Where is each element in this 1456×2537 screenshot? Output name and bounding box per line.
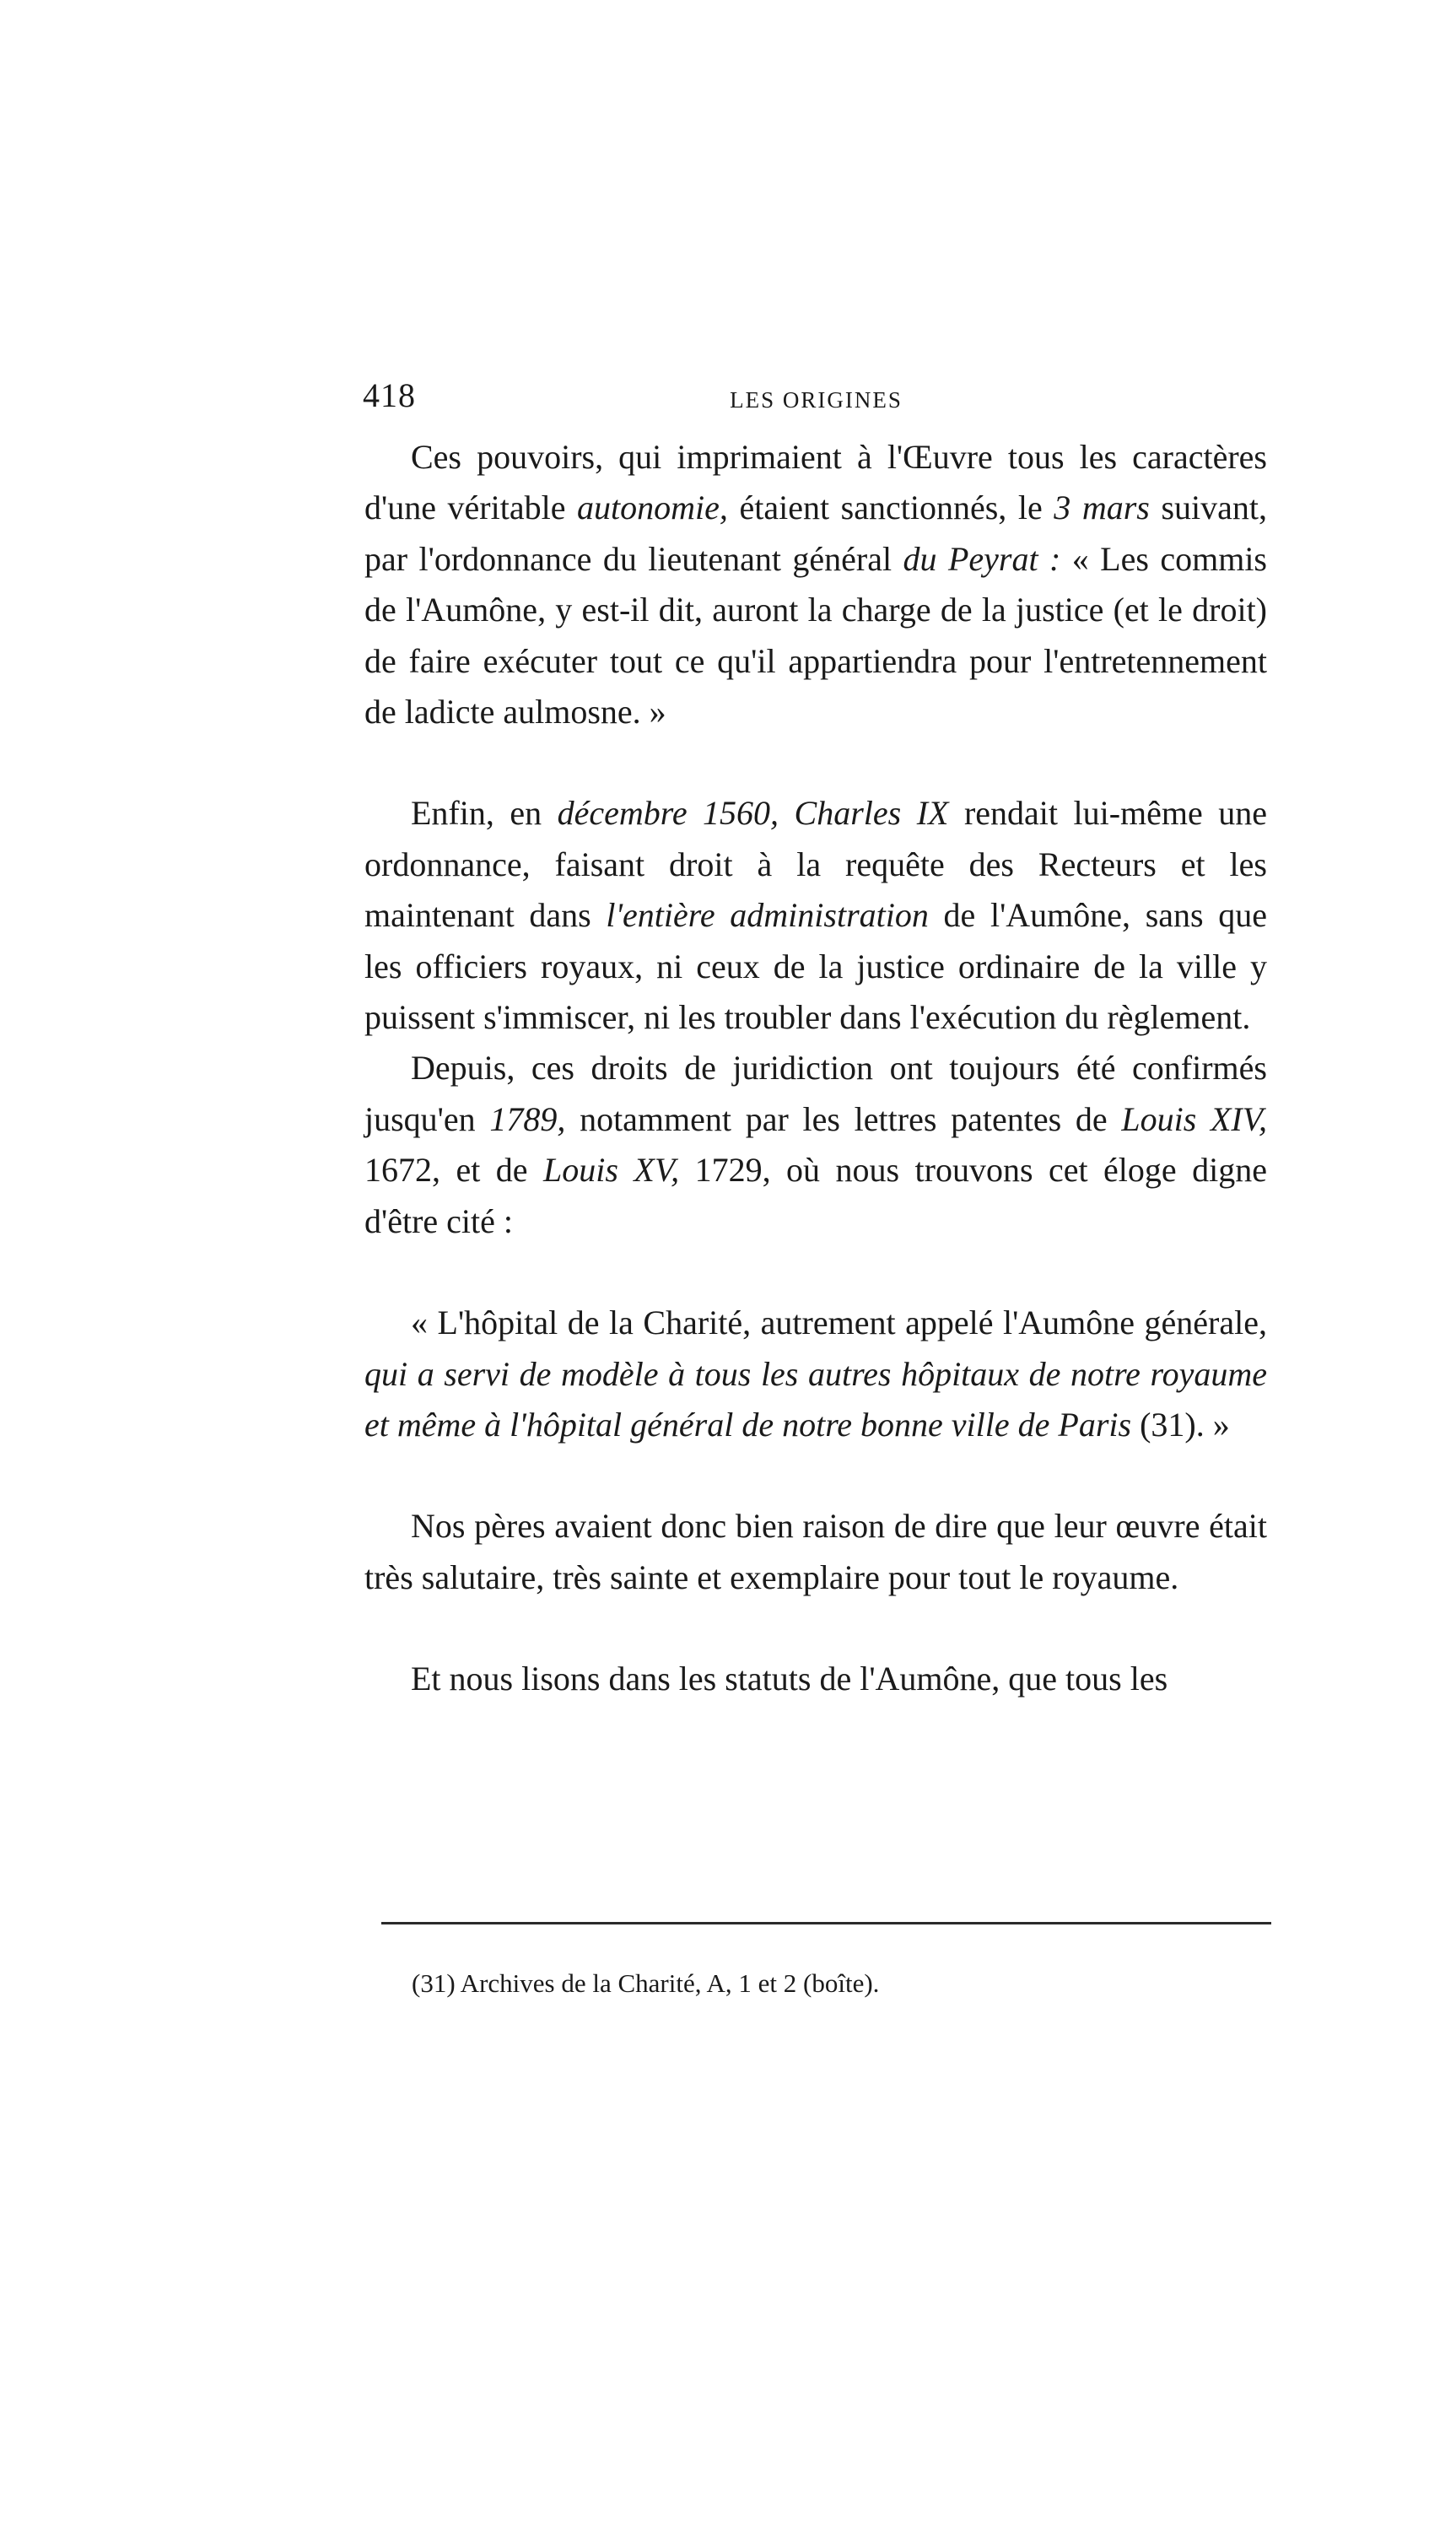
page-number: 418 xyxy=(363,376,416,414)
text-run: Enfin, en xyxy=(411,794,558,833)
text-run: rendait lui-même une ordonnance, faisant droit à la requête des Recteurs et les maintenant dans xyxy=(364,794,1268,935)
italic-run: 1789, xyxy=(489,1099,566,1138)
italic-run: du Peyrat : xyxy=(903,539,1061,578)
text-run: Et nous lisons dans les statuts de l'Aumône, que tous les xyxy=(411,1660,1168,1698)
text-run: Depuis, ces droits de juridiction ont toujours été confirmés jusqu'en xyxy=(364,1049,1267,1138)
italic-run: qui a servi de modèle à tous les autres hôpitaux de notre royaume et même à l'hôpital général de notre bonne ville de Paris xyxy=(364,1354,1267,1444)
italic-run: Louis XV, xyxy=(543,1151,680,1190)
italic-run: l'entière administration xyxy=(606,896,929,935)
text-run: suivant, par l'ordonnance du lieutenant général xyxy=(364,489,1267,578)
italic-run: Louis XIV, xyxy=(1121,1099,1268,1138)
paragraph-citation-hopital xyxy=(364,1298,1267,1450)
paragraph-nos-peres xyxy=(364,1501,1267,1603)
running-title: LES ORIGINES xyxy=(730,387,903,413)
text-run: de l'Aumône, sans que les officiers royaux, ni ceux de la justice ordinaire de la ville y puissent s'immiscer, ni les troubler dans l'exécution du règlement. xyxy=(364,896,1268,1037)
text-run: étaient sanctionnés, le xyxy=(727,489,1054,527)
running-head xyxy=(363,375,1270,426)
paragraph-statuts xyxy=(364,1654,1267,1704)
text-run: Ces pouvoirs, qui imprimaient à l'Œuvre tous les caractères d'une véritable xyxy=(364,438,1267,527)
text-run: 1672, et de xyxy=(364,1151,543,1190)
italic-run: autonomie, xyxy=(577,489,728,527)
text-run: (31). » xyxy=(1131,1405,1230,1444)
text-run: 1729, où nous trouvons cet éloge digne d'être cité : xyxy=(364,1151,1267,1240)
italic-run: décembre 1560, Charles IX xyxy=(557,794,949,833)
text-run: « L'hôpital de la Charité, autrement appelé l'Aumône générale, xyxy=(411,1304,1267,1342)
footnote-divider xyxy=(381,1922,1271,1924)
body-text xyxy=(364,432,1267,1705)
text-run: notamment par les lettres patentes de xyxy=(565,1099,1122,1138)
text-run: « Les commis de l'Aumône, y est-il dit, auront la charge de la justice (et le droit) de faire exécuter tout ce qu'il appartiendra pour l'entretennement de ladicte aulmosne. » xyxy=(364,539,1267,731)
text-run: Nos pères avaient donc bien raison de dire que leur œuvre était très salutaire, très sainte et exemplaire pour tout le royaume. xyxy=(364,1507,1267,1596)
paragraph-ordonnance-du-peyrat xyxy=(364,432,1267,737)
paragraph-lettres-patentes xyxy=(364,1043,1267,1247)
paragraph-charles-ix xyxy=(364,788,1267,1043)
footnote: (31) Archives de la Charité, A, 1 et 2 (boîte). xyxy=(412,1968,880,1998)
italic-run: 3 mars xyxy=(1054,489,1150,527)
